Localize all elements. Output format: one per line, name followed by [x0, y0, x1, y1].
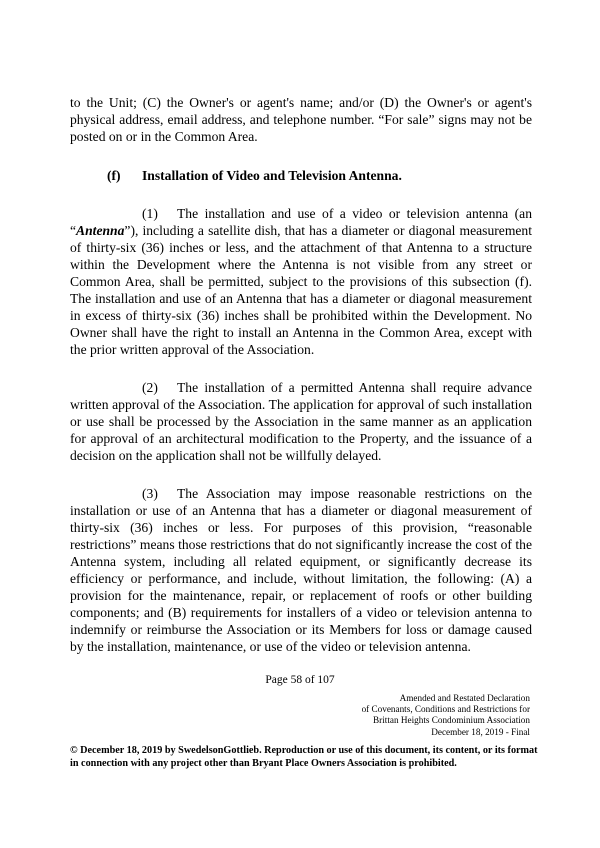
- doc-info-line: of Covenants, Conditions and Restrictions for: [361, 704, 530, 715]
- paragraph-2-text: The installation of a permitted Antenna shall require advance written approval of the Association. The application for approval of such installation or use shall be processed by the Association in the same manner as an application for approval of an architectural modification to the Property, and the issuance of a decision on the application shall not be willfully delayed.: [70, 380, 532, 463]
- paragraph-3: [70, 485, 532, 655]
- copyright-notice: © December 18, 2019 by SwedelsonGottlieb. Reproduction or use of this document, its content, or its format in connection with any project other than Bryant Place Owners Association is prohibited.: [70, 745, 538, 769]
- paragraph-2-number: (2): [142, 380, 158, 395]
- paragraph-1-text-end: ”), including a satellite dish, that has a diameter or diagonal measurement of thirty-six (36) inches or less, and the attachment of that Antenna to a structure within the Development where the Antenna is not visible from any street or Common Area, shall be permitted, subject to the provisions of this subsection (f). The installation and use of an Antenna that has a diameter or diagonal measurement in excess of thirty-six (36) inches shall be prohibited within the Development. No Owner shall have the right to install an Antenna in the Common Area, except with the prior written approval of the Association.: [70, 223, 532, 357]
- paragraph-2: [70, 379, 532, 464]
- section-heading: [70, 167, 532, 184]
- intro-paragraph: to the Unit; (C) the Owner's or agent's name; and/or (D) the Owner's or agent's physical address, email address, and telephone number. “For sale” signs may not be posted on or in the Common Area.: [70, 95, 532, 144]
- paragraph-1: [70, 205, 532, 358]
- section-letter: (f): [107, 168, 121, 183]
- paragraph-1-text-start: The installation and use of a video or television antenna (an “: [70, 206, 532, 238]
- section-title: Installation of Video and Television Antenna.: [142, 168, 402, 183]
- doc-info-line: December 18, 2019 - Final: [431, 726, 530, 737]
- doc-info-line: Amended and Restated Declaration: [399, 693, 530, 703]
- paragraph-3-number: (3): [142, 486, 158, 501]
- paragraph-1-number: (1): [142, 206, 158, 221]
- body-text: [70, 94, 532, 676]
- document-info: [362, 693, 530, 738]
- page-number: Page 58 of 107: [265, 674, 335, 686]
- antenna-defined-term: Antenna: [76, 223, 125, 238]
- doc-info-line: Brittan Heights Condominium Association: [373, 715, 530, 726]
- paragraph-3-text: The Association may impose reasonable restrictions on the installation or use of an Antenna that has a diameter or diagonal measurement of thirty-six (36) inches or less. For purposes of this provision, “reasonable restrictions” means those restrictions that do not significantly increase the cost of the Antenna system, including all related equipment, or significantly decrease its efficiency or performance, and include, without limitation, the following: (A) a provision for the maintenance, repair, or replacement of roofs or other building components; and (B) requirements for installers of a video or television antenna to indemnify or reimburse the Association or its Members for loss or damage caused by the installation, maintenance, or use of the video or television antenna.: [70, 486, 532, 654]
